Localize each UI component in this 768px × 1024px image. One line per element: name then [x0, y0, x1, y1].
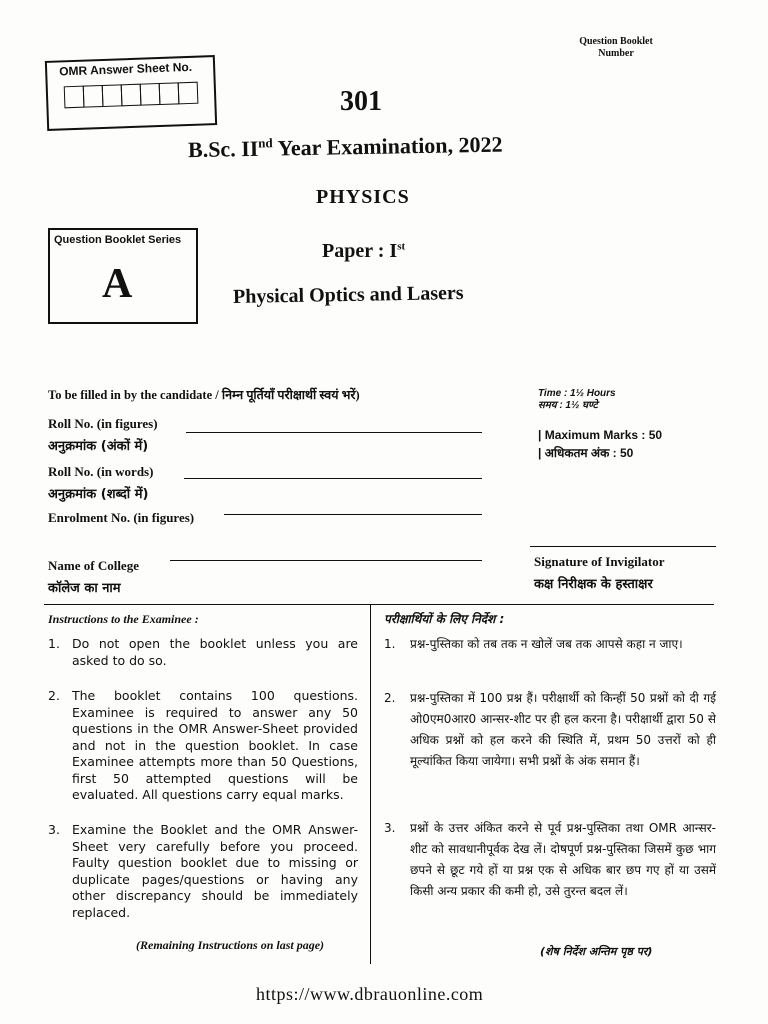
roll-figures-label-hindi: अनुक्रमांक (अंकों में) [48, 439, 149, 454]
series-label: Question Booklet Series [54, 234, 182, 246]
instruction-item-hi [384, 634, 716, 655]
candidate-intro: To be filled in by the candidate / निम्न पूर्तियाँ परीक्षार्थी स्वयं भरें) [48, 388, 360, 402]
series-letter: A [102, 261, 133, 307]
instruction-item-en [48, 822, 358, 921]
roll-words-label-hindi: अनुक्रमांक (शब्दों में) [48, 487, 149, 502]
instruction-item-hi [384, 818, 716, 902]
enrolment-label: Enrolment No. (in figures) [48, 510, 195, 525]
footer-url: https://www.dbrauonline.com [256, 984, 484, 1004]
remaining-instructions-hi: (शेष निर्देश अन्तिम पृष्ठ पर) [540, 945, 653, 958]
invigilator-signature-label: Signature of Invigilator [534, 554, 665, 569]
omr-number-cells [64, 82, 198, 109]
instruction-item-hi [384, 688, 716, 772]
omr-cell [64, 86, 85, 109]
instruction-text: प्रश्नों के उत्तर अंकित करने से पूर्व प्रश्न-पुस्तिका तथा OMR आन्सर-शीट को सावधानीपूर्वक देख लें। दोषपूर्ण प्रश्न-पुस्तिका जिसमें कुछ भाग छपने से छूट गये हों या प्रश्न एक से अधिक बार छप गए हों या उसमें किसी अन्य प्रकार की कमी हो, उसे तुरन्त बदल लें। [410, 821, 716, 898]
exam-info [538, 388, 738, 462]
time-en: Time : 1½ Hours [538, 388, 616, 399]
time-hi: समय : 1½ घण्टे [538, 400, 598, 411]
remaining-instructions-en: (Remaining Instructions on last page) [136, 938, 325, 952]
column-divider [370, 604, 371, 964]
college-field[interactable] [170, 560, 482, 561]
instruction-number: 3. [384, 821, 396, 835]
roll-words-label: Roll No. (in words) [48, 464, 154, 479]
omr-cell [140, 83, 161, 106]
instruction-text: प्रश्न-पुस्तिका को तब तक न खोलें जब तक आपसे कहा न जाए। [410, 637, 683, 651]
omr-cell [83, 85, 104, 108]
paper-title: Physical Optics and Lasers [232, 281, 464, 309]
instruction-item-en [48, 688, 358, 804]
instructions-heading-hi: परीक्षार्थियों के लिए निर्देश : [384, 612, 505, 626]
roll-figures-field[interactable] [186, 432, 482, 433]
paper-code: 301 [340, 86, 382, 117]
exam-title-rest: Year Examination, 2022 [272, 131, 503, 161]
max-marks-en: | Maximum Marks : 50 [538, 428, 663, 442]
exam-title-main: B.Sc. II [187, 135, 259, 163]
subject-title: PHYSICS [316, 186, 410, 208]
question-booklet-number-label: Question Booklet Number [579, 36, 653, 59]
college-label: Name of College [48, 558, 139, 573]
invigilator-signature-label-hindi: कक्ष निरीक्षक के हस्ताक्षर [534, 577, 653, 592]
omr-label: OMR Answer Sheet No. [58, 59, 193, 79]
paper-sup: st [397, 240, 406, 253]
instruction-number: 1. [384, 637, 396, 651]
instruction-number: 2. [384, 691, 396, 705]
omr-cell [102, 84, 123, 107]
paper-number [322, 240, 405, 263]
invigilator-signature-line [530, 546, 716, 547]
roll-figures-label: Roll No. (in figures) [48, 416, 158, 431]
enrolment-field[interactable] [224, 514, 482, 515]
college-label-hindi: कॉलेज का नाम [48, 581, 121, 596]
instructions-heading-en: Instructions to the Examinee : [48, 612, 199, 626]
max-marks-hi: | अधिकतम अंक : 50 [538, 446, 634, 460]
instruction-number: 1. [48, 636, 60, 651]
paper-main: Paper : I [322, 240, 398, 262]
instruction-text: Examine the Booklet and the OMR Answer-Sheet very carefully before you proceed. Faulty question booklet due to missing or duplicate pages/questions or having any other discrepancy should be immediately replaced. [72, 822, 358, 920]
roll-words-field[interactable] [184, 478, 482, 479]
question-booklet-series-box [48, 228, 198, 324]
omr-cell [159, 82, 180, 105]
instruction-item-en [48, 636, 358, 669]
instruction-number: 2. [48, 688, 60, 703]
omr-answer-sheet-box [45, 55, 217, 131]
omr-cell [178, 82, 199, 105]
instruction-text: Do not open the booklet unless you are asked to do so. [72, 636, 358, 668]
instruction-text: प्रश्न-पुस्तिका में 100 प्रश्न हैं। परीक्षार्थी को किन्हीं 50 प्रश्नों को दी गई ओ0एम0आर0 आन्सर-शीट पर ही हल करना है। परीक्षार्थी द्वारा 50 से अधिक प्रश्नों को हल करने की स्थिति में, प्रथम 50 उत्तरों को ही मूल्यांकित किया जायेगा। सभी प्रश्नों के अंक समान हैं। [410, 691, 716, 768]
omr-cell [121, 84, 142, 107]
instruction-number: 3. [48, 822, 60, 837]
exam-title-sup: nd [258, 135, 273, 151]
exam-title [188, 131, 503, 163]
instruction-text: The booklet contains 100 questions. Examinee is required to answer any 50 questions in the OMR Answer-Sheet provided and not in the question booklet. In case Examinee attempts more than 50 Questions, first 50 attempted questions will be evaluated. All questions carry equal marks. [72, 688, 358, 802]
section-divider [44, 604, 714, 605]
